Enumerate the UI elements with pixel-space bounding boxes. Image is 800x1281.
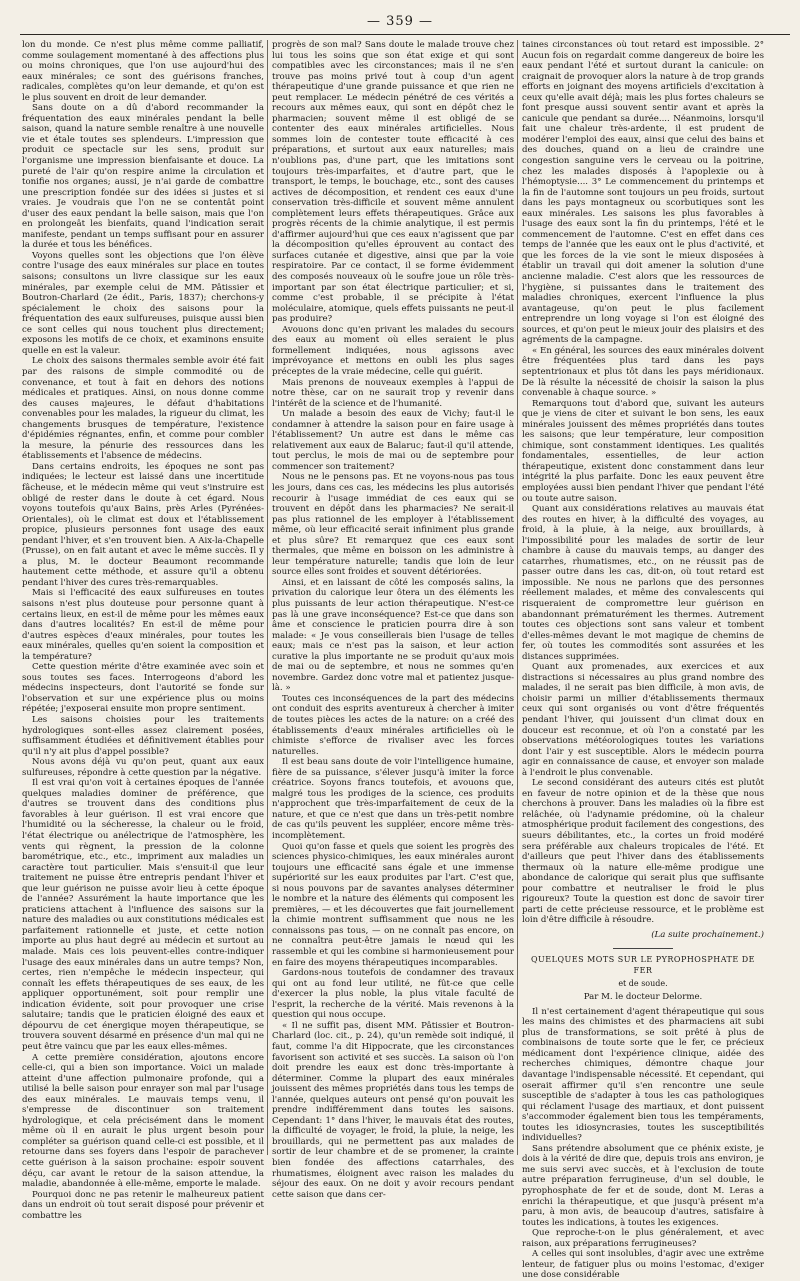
paragraph: Le choix des saisons thermales semble avoir été fait par des raisons de simple commodité ou de convenance, et tout à fait en dehors des notions médicales et pratiques. Ainsi, on nous donne comme des causes majeures, le défaut d'habitations convenables pour les malades, la rigueur du climat, les changements brusques de température, l'existence d'épidémies régnantes, enfin, et comme pour combler la mesure, la pénurie des ressources dans les établissements et l'absence de médecins. (22, 356, 264, 462)
column-3 (522, 40, 764, 1281)
paragraph: Il n'est certainement d'agent thérapeutique qui sous les mains des chimistes et des pharmaciens ait subi plus de transformations, se soit prêté à plus de combinaisons de toute sorte que le fer, ce précieux médicament dont l'expérience clinique, aidée des recherches chimiques, démontre chaque jour davantage l'indispensable nécessité. Et cependant, qui oserait affirmer qu'il s'en rencontre une seule susceptible de s'adapter à tous les cas pathologiques qui réclament l'usage des martiaux, et dont puissent s'accommoder également bien tous les tempéraments, toutes les idiosyncrasies, toutes les susceptibilités individuelles? (522, 1006, 764, 1144)
paragraph: Quant aux promenades, aux exercices et aux distractions si nécessaires au plus grand nombre des malades, il ne serait pas bien difficile, à mon avis, de choisir parmi un millier d'établissements thermaux ceux qui sont organisés ou vont d'être fréquentés pendant l'hiver, qui jouissent d'un climat doux en douceur est reconnue, et où l'on a constaté par les observations météorologiques toutes les variations dont l'air y est susceptible. Alors le médecin pourra agir en connaissance de cause, et envoyer son malade à l'endroit le plus convenable. (522, 662, 764, 778)
paragraph: « En général, les sources des eaux minérales doivent être fréquentées plus tard dans les pays septentrionaux et plus tôt dans les pays méridionaux. De là résulte la nécessité de choisir la saison la plus convenable à chaque source. » (522, 345, 764, 399)
paragraph: Ainsi, et en laissant de côté les composés salins, la privation du calorique leur ôtera un des éléments les plus puissants de leur action thérapeutique. N'est-ce pas là une grave inconséquence? Est-ce que dans son âme et conscience le praticien pourra dire à son malade: « Je vous conseillerais bien l'usage de telles eaux; mais ce n'est pas la saison, et leur action curative la plus importante ne se produit qu'aux mois de mai ou de septembre, et nous ne sommes qu'en novembre. Gardez donc votre mal et patientez jusque-là. » (272, 577, 514, 694)
paragraph: Quoi qu'on fasse et quels que soient les progrès des sciences physico-chimiques, les eaux minérales auront toujours une efficacité sans égale et une immense supériorité sur les eaux produites par l'art. C'est que, si nous pouvons par de savantes analyses déterminer le nombre et la nature des éléments qui composent les premières, — et les découvertes que fait journellement la chimie montrent suffisamment que nous ne les connaissons pas tous, — on ne connaît pas encore, on ne connaîtra peut-être jamais le nœud qui les rassemble et qui les combine si harmonieusement pour en faire des moyens thérapeutiques incomparables. (272, 841, 514, 968)
paragraph: Mais si l'efficacité des eaux sulfureuses en toutes saisons n'est plus douteuse pour personne quant à certains lieux, en est-il de même pour les mêmes eaux dans d'autres localités? En est-il de même pour d'autres espèces d'eaux minérales, pour toutes les eaux minérales, quelles qu'en soient la composition et la température? (22, 588, 264, 662)
article-subheading: et de soude. (618, 978, 668, 988)
paragraph: Sans prétendre absolument que ce phénix existe, je dois à la vérité de dire que, depuis trois ans environ, je me suis servi avec succès, et à l'exclusion de toute autre préparation ferrugineuse, d'un sel double, le pyrophosphate de fer et de soude, dont M. Leras a enrichi la thérapeutique, et que jusqu'à présent m'a paru, à mon avis, de beaucoup d'autres, satisfaire à toutes les indications, à toutes les exigences. (522, 1143, 764, 1228)
paragraph: Avouons donc qu'en privant les malades du secours des eaux au moment où elles seraient le plus formellement indiquées, nous agissons avec imprévoyance et mettons en oubli les plus sages préceptes de la vraie médecine, celle qui guérit. (272, 324, 514, 377)
paragraph: Les saisons choisies pour les traitements hydrologiques sont-elles assez clairement posées, suffisamment étudiées et définitivement établies pour qu'il n'y ait plus d'appel possible? (22, 715, 264, 757)
column-rule (517, 40, 518, 1155)
paragraph: Un malade a besoin des eaux de Vichy; faut-il le condamner à attendre la saison pour en faire usage à l'établissement? Un autre est dans le même cas relativement aux eaux de Balaruc; faut-il qu'il attende, tout perclus, le mois de mai ou de septembre pour commencer son traitement? (272, 409, 514, 472)
paragraph: Le second considérant des auteurs cités est plutôt en faveur de notre opinion et de la thèse que nous cherchons à prouver. Dans les maladies où la fibre est relâchée, où l'adynamie prédomine, où la chaleur atmosphérique produit facilement des congestions, des sueurs débilitantes, etc., la cortes un froid modéré sera préférable aux chaleurs tropicales de l'été. Et d'ailleurs que peut l'hiver dans des établissements thermaux où la nature elle-même prodigue une abondance de calorique qui serait plus que suffisante pour combattre et neutraliser le froid le plus rigoureux? Toute la question est donc de savoir tirer parti de cette précieuse ressource, et le problème est loin d'être difficile à résoudre. (522, 778, 764, 926)
paragraph: Il est vrai qu'on voit à certaines époques de l'année quelques maladies dominer de préférence, que d'autres se trouvent dans des conditions plus favorables à leur guérison. Il est vrai encore que l'humidité ou la sécheresse, la chaleur ou le froid, l'état électrique ou anélectrique de l'atmosphère, les vents qui règnent, la pression de la colonne barométrique, etc., etc., impriment aux maladies un caractère tout particulier. Mais s'ensuit-il que leur traitement ne puisse être entrepris pendant l'hiver et que leur guérison ne puisse avoir lieu à cette époque de l'année? Assurément la haute importance que les praticiens attachent à l'influence des saisons sur la nature des maladies ou aux constitutions médicales est parfaitement rationnelle et juste, et cette notion importe au plus haut degré au médecin et surtout au malade. Mais ces lois peuvent-elles contre-indiquer l'usage des eaux minérales dans un autre temps? Non, certes, rien n'empêche le médecin inspecteur, qui connaît les effets thérapeutiques de ses eaux, de les appliquer opportunément, soit pour remplir une indication évidente, soit pour provoquer une crise salutaire; tandis que le praticien éloigné des eaux et dépourvu de cet énergique moyen thérapeutique, se trouvera souvent désarmé en présence d'un mal qui ne peut être vaincu que par les eaux elles-mêmes. (22, 778, 264, 1052)
column-rule (267, 40, 268, 1155)
paragraph: Toutes ces inconséquences de la part des médecins ont conduit des esprits aventureux à chercher à imiter de toutes pièces les actes de la nature: on a créé des établissements d'eaux minérales artificielles où le chimiste s'efforce de rivaliser avec les forces naturelles. (272, 693, 514, 757)
paragraph: Remarquons tout d'abord que, suivant les auteurs que je viens de citer et suivant le bon sens, les eaux minérales jouissent des mêmes propriétés dans toutes les saisons; que leur température, leur composition chimique, sont constamment identiques. Les qualités fondamentales, essentielles, de leur action thérapeutique, existent donc constamment dans leur intégrité la plus parfaite. Donc les eaux peuvent être employées aussi bien pendant l'hiver que pendant l'été ou toute autre saison. (522, 398, 764, 504)
paragraph: A cette première considération, ajoutons encore celle-ci, qui a bien son importance. Voici un malade atteint d'une affection pulmonaire profonde, qui a utilisé la belle saison pour enrayer son mal par l'usage des eaux minérales. Le mauvais temps venu, il s'empresse de discontinuer son traitement hydrologique, et cela précisément dans le moment même où il en aurait le plus urgent besoin pour compléter sa guérison quand celle-ci est possible, et il retourne dans ses foyers dans l'espoir de parachever cette guérison à la saison prochaine: espoir souvent déçu, car avant le retour de la saison attendue, la maladie, abandonnée à elle-même, emporte le malade. (22, 1052, 264, 1190)
paragraph: Que reproche-t-on le plus généralement, et avec raison, aux préparations ferrugineuses? (522, 1228, 764, 1249)
top-rule (20, 34, 790, 35)
paragraph: taines circonstances où tout retard est impossible. 2° Aucun fois on regardait comme dangereux de boire les eaux pendant l'été et surtout durant la canicule: on craignait de provoquer alors la nature à de trop grands efforts en joignant des moyens artificiels d'excitation à ceux qu'elle avait déjà; mais les plus fortes chaleurs se font presque aussi souvent sentir avant et après la canicule que pendant sa durée.... Néanmoins, lorsqu'il fait une chaleur très-ardente, il est prudent de modérer l'emploi des eaux, ainsi que celui des bains et des douches, quand on a lieu de craindre une congestion sanguine vers le cerveau ou la poitrine, chez les malades disposés à l'apoplexie ou à l'hémoptysie.... 3° Le commencement du printemps et la fin de l'automne sont toujours un peu froids, surtout dans les pays montagneux ou scorbutiques sont les eaux minérales. Les saisons les plus favorables à l'usage des eaux sont la fin du printemps, l'été et le commencement de l'automne. C'est en effet dans ces temps de l'année que les eaux ont le plus d'activité, et que les forces de la vie sont le mieux disposées à établir un travail qui doit amener la solution d'une ancienne maladie. C'est alors que les ressources de l'hygiène, si puissantes dans le traitement des maladies chroniques, exercent l'influence la plus avantageuse, qu'on peut le plus facilement entreprendre un long voyage si l'on est éloigné des sources, et qu'on peut le mieux jouir des plaisirs et des agréments de la campagne. (522, 40, 764, 346)
paragraph: Mais prenons de nouveaux exemples à l'appui de notre thèse, car on ne saurait trop y revenir dans l'intérêt de la science et de l'humanité. (272, 377, 514, 409)
paragraph: Dans certains endroits, les époques ne sont pas indiquées; le lecteur est laissé dans une incertitude fâcheuse, et le médecin même qui veut s'instruire est obligé de rester dans le doute à cet égard. Nous voyons toutefois qu'aux Bains, près Arles (Pyrénées-Orientales), où le climat est doux et l'établissement propice, plusieurs personnes font usage des eaux pendant l'hiver, et s'en trouvent bien. A Aix-la-Chapelle (Prusse), on en fait autant et avec le même succès. Il y a plus, M. le docteur Beaumont recommande hautement cette méthode, et assure qu'il a obtenu pendant l'hiver des cures très-remarquables. (22, 461, 264, 588)
paragraph: Sans doute on a dû d'abord recommander la fréquentation des eaux minérales pendant la belle saison, quand la nature semble renaître à une nouvelle vie et étale toutes ses splendeurs. L'impression que produit ce spectacle sur les sens, produit sur l'organisme une impression bienfaisante et douce. La pureté de l'air qu'on respire anime la circulation et tonifie nos organes; aussi, je n'ai garde de combattre une prescription fondée sur des idées si justes et si vraies. Je voudrais que l'on ne se contentât point d'user des eaux pendant la belle saison, mais que l'on en prolongeât les bienfaits, quand l'indication serait manifeste, pendant un temps suffisant pour en assurer la durée et tous les bénéfices. (22, 103, 264, 251)
column-1 (22, 40, 264, 1221)
paragraph: Nous ne le pensons pas. Et ne voyons-nous pas tous les jours, dans ces cas, les médecins les plus autorisés recourir à l'usage immédiat de ces eaux qui se trouvent en dépôt dans les pharmacies? Ne serait-il pas plus rationnel de les employer à l'établissement même, où leur efficacité serait infiniment plus grande et plus sûre? Et remarquez que ces eaux sont thermales, que même en boisson on les administre à leur température naturelle; tandis que loin de leur source elles sont froides et souvent détériorées. (272, 472, 514, 578)
column-2 (272, 40, 514, 1200)
paragraph: Il est beau sans doute de voir l'intelligence humaine, fière de sa puissance, s'élever jusqu'à imiter la force créatrice. Soyons francs toutefois, et avouons que, malgré tous les prodiges de la science, ces produits n'approchent que très-imparfaitement de ceux de la nature, et que ce n'est que dans un très-petit nombre de cas qu'ils peuvent les suppléer, encore même très-incomplètement. (272, 757, 514, 842)
paragraph: « Il ne suffit pas, disent MM. Pâtissier et Boutron-Charlard (loc. cit., p. 24), qu'un remède soit indiqué, il faut, comme l'a dit Hippocrate, que les circonstances favorisent son activité et ses succès. La saison où l'on doit prendre les eaux est donc très-importante à déterminer. Comme la plupart des eaux minérales jouissent des mêmes propriétés dans tous les temps de l'année, quelques auteurs ont pensé qu'on pouvait les prendre indifféremment dans toutes les saisons. Cependant: 1° dans l'hiver, le mauvais état des routes, la difficulté de voyager, le froid, la pluie, la neige, les brouillards, qui ne permettent pas aux malades de sortir de leur chambre et de se promener, la crainte bien fondée des affections catarrhales, des rhumatismes, éloignent avec raison les malades du séjour des eaux. On ne doit y avoir recours pendant cette saison que dans cer- (272, 1020, 514, 1200)
paragraph: Gardons-nous toutefois de condamner des travaux qui ont au fond leur utilité, ne fût-ce que celle d'exercer la plus noble, la plus vitale faculté de l'esprit, la recherche de la vérité. Mais revenons à la question qui nous occupe. (272, 968, 514, 1021)
paragraph: lon du monde. Ce n'est plus même comme palliatif, comme soulagement momentané à des affections plus ou moins chroniques, que l'on use aujourd'hui des eaux minérales; ce sont des guérisons franches, radicales, complètes qu'on leur demande, et qu'on est le plus souvent en droit de leur demander. (22, 40, 264, 103)
paragraph: Pourquoi donc ne pas retenir le malheureux patient dans un endroit où tout serait disposé pour prévenir et combattre les (22, 1189, 264, 1221)
article-author: Par M. le docteur Delorme. (583, 992, 703, 1003)
paragraph: progrès de son mal? Sans doute le malade trouve chez lui tous les soins que son état exige et qui sont compatibles avec les circonstances; mais il ne s'en trouve pas moins privé tout à coup d'un agent thérapeutique d'une grande puissance et que rien ne peut remplacer. Le médecin pénétré de ces vérités a recours aux mêmes eaux, qui sont en dépôt chez le pharmacien; souvent même il est obligé de se contenter des eaux minérales artificielles. Nous sommes loin de contester toute efficacité à ces préparations, et surtout aux eaux naturelles; mais n'oublions pas, d'une part, que les imitations sont toujours très-imparfaites, et d'autre part, que le transport, le temps, le bouchage, etc., sont des causes actives de décomposition, et rendent ces eaux d'une conservation très-difficile et souvent même annulent complètement leurs effets thérapeutiques. Grâce aux progrès récents de la chimie analytique, il est permis d'affirmer aujourd'hui que ces eaux n'agissent que par la décomposition qu'elles éprouvent au contact des surfaces cutanée et digestive, ainsi que par la voie respiratoire. Par ce contact, il se forme évidemment des composés nouveaux où le soufre joue un rôle très-important par son état électrique particulier; et si, comme c'est probable, il se précipite à l'état moléculaire, atomique, quels effets puissants ne peut-il pas produire? (272, 40, 514, 325)
to-be-continued: (La suite prochainement.) (651, 929, 764, 940)
page-number: — 359 — (366, 14, 434, 29)
paragraph: A celles qui sont insolubles, d'agir avec une extrême lenteur, de fatiguer plus ou moins l'estomac, d'exiger une dose considérable (522, 1249, 764, 1281)
paragraph: Voyons quelles sont les objections que l'on élève contre l'usage des eaux minérales sur place en toutes saisons; consultons un livre classique sur les eaux minérales, par exemple celui de MM. Pâtissier et Boutron-Charlard (2e édit., Paris, 1837); cherchons-y spécialement le choix des saisons pour la fréquentation des eaux sulfureuses, puisque aussi bien ce sont celles qui nous touchent plus directement; exposons les motifs de ce choix, et examinons ensuite quelle en est la valeur. (22, 250, 264, 356)
article-heading: QUELQUES MOTS SUR LE PYROPHOSPHATE DE FER (530, 955, 756, 976)
paragraph: Quant aux considérations relatives au mauvais état des routes en hiver, à la difficulté des voyages, au froid, à la pluie, à la neige, aux brouillards, à l'impossibilité pour les malades de sortir de leur chambre à cause du mauvais temps, au danger des catarrhes, rhumatismes, etc., on ne réussit pas de passer outre dans les cas, dit-on, où tout retard est impossible. Ne nous ne parlons que des personnes réellement malades, et même des convalescents qui risqueraient de compromettre leur guérison en abandonnant prématurément les thermes. Autrement toutes ces objections sont sans valeur et tombent d'elles-mêmes devant le mot magique de chemins de fer, où toutes les commodités sont assurées et les distances supprimées. (522, 504, 764, 662)
section-divider (613, 948, 673, 949)
paragraph: Cette question mérite d'être examinée avec soin et sous toutes ses faces. Interrogeons d'abord les médecins inspecteurs, dont l'autorité se fonde sur l'observation et sur une expérience plus ou moins répétée; j'exposerai ensuite mon propre sentiment. (22, 662, 264, 715)
paragraph: Nous avons déjà vu qu'on peut, quant aux eaux sulfureuses, répondre à cette question par la négative. (22, 757, 264, 778)
